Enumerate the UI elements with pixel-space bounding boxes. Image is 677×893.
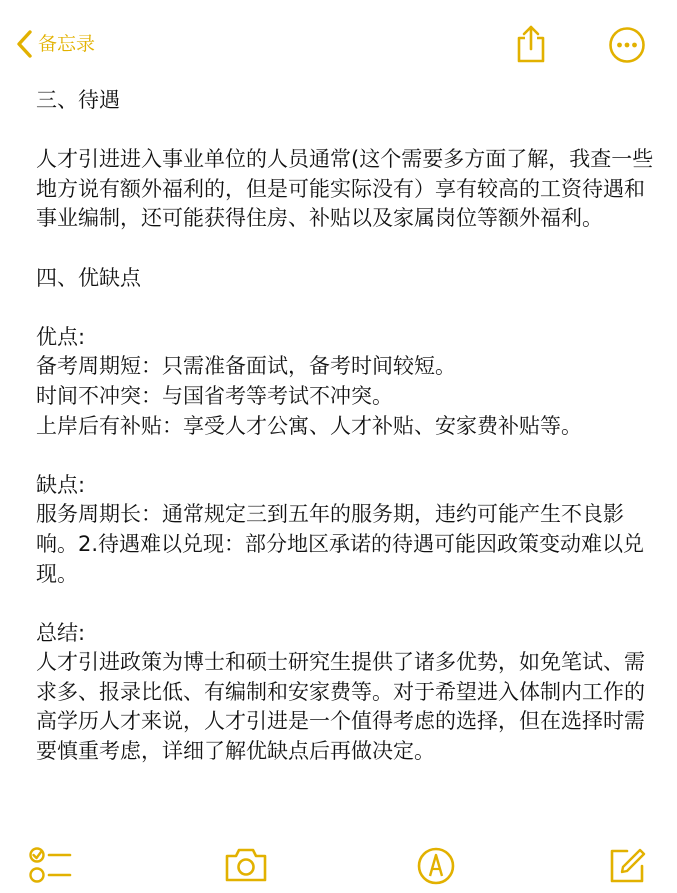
- share-icon[interactable]: [513, 24, 549, 64]
- pros-item: 时间不冲突：与国省考等考试不冲突。: [36, 383, 393, 408]
- cons-title: 缺点:: [36, 472, 86, 497]
- checklist-icon[interactable]: [26, 846, 74, 886]
- summary-body: 人才引进政策为博士和硕士研究生提供了诸多优势，如免笔试、需求多、报录比低、有编制和安家费等。对于希望进入体制内工作的高学历人才来说，人才引进是一个值得考虑的选择，但在选择时需要慎重考虑，详细了解优缺点后再做决定。: [36, 650, 645, 764]
- chevron-left-icon: [14, 28, 34, 60]
- pros-title: 优点:: [36, 324, 86, 349]
- section-three-title: 三、待遇: [36, 88, 120, 112]
- note-body[interactable]: [36, 86, 656, 767]
- cons-body: 服务周期长：通常规定三到五年的服务期，违约可能产生不良影响。2.待遇难以兑现：部分地区承诺的待遇可能因政策变动难以兑现。: [36, 502, 645, 586]
- pros-item: 上岸后有补贴：享受人才公寓、人才补贴、安家费补贴等。: [36, 413, 582, 438]
- back-button[interactable]: [14, 28, 95, 60]
- navigation-bar: [0, 0, 677, 90]
- bottom-toolbar: [0, 836, 677, 893]
- camera-icon[interactable]: [223, 846, 269, 884]
- section-four-title: 四、优缺点: [36, 265, 141, 290]
- back-button-label: 备忘录: [38, 33, 96, 55]
- compose-icon[interactable]: [607, 846, 647, 886]
- pros-item: 备考周期短：只需准备面试，备考时间较短。: [36, 354, 456, 379]
- more-icon[interactable]: [608, 26, 646, 64]
- markup-pen-icon[interactable]: [416, 846, 456, 886]
- section-three-body: 人才引进进入事业单位的人员通常(这个需要多方面了解，我查一些地方说有额外福利的，但是可能实际没有）享有较高的工资待遇和事业编制，还可能获得住房、补贴以及家属岗位等额外福利。: [36, 147, 654, 231]
- summary-title: 总结:: [36, 620, 86, 645]
